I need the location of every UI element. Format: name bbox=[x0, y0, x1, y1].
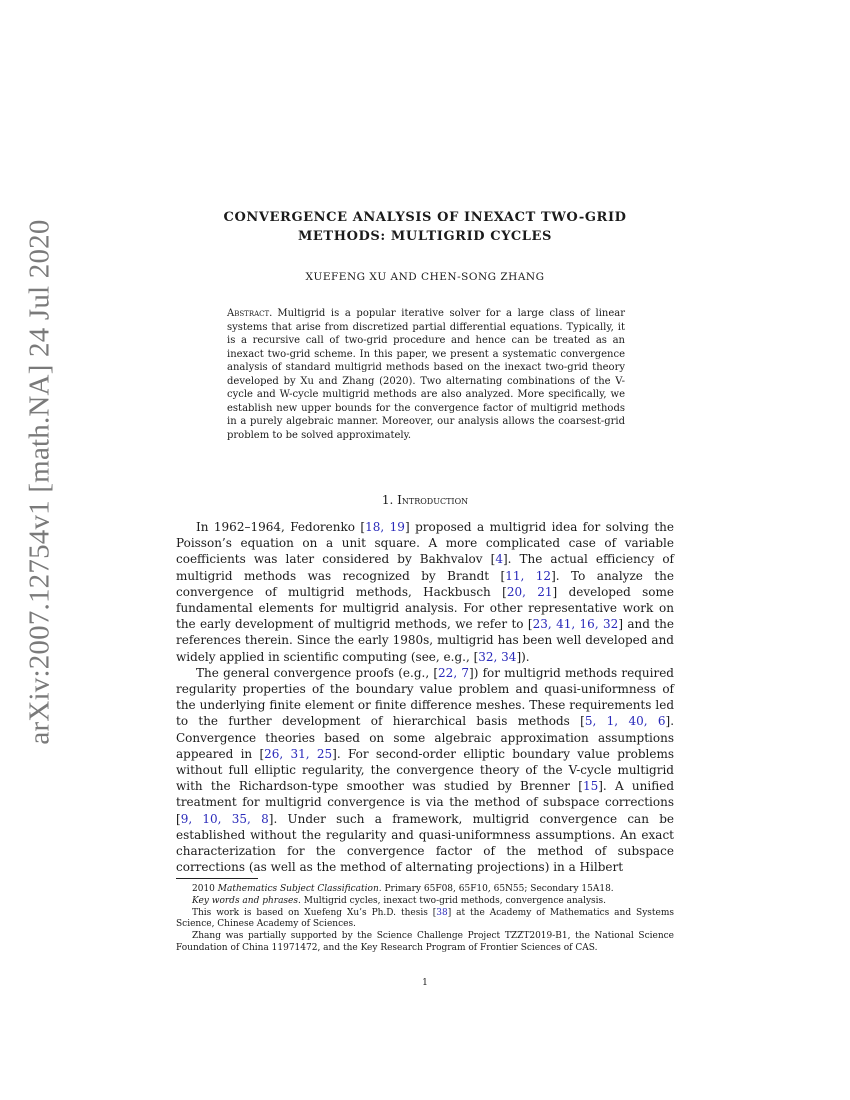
paragraph-1 bbox=[176, 519, 674, 665]
footnote-divider bbox=[176, 878, 258, 879]
section-heading bbox=[176, 493, 674, 507]
text-run: ] proposed a multigrid idea for solving the Poisson’s equation on a unit square. A more complicated case of variable coefficients was later considered by Bakhvalov [ bbox=[176, 520, 675, 567]
citation-link[interactable]: 4 bbox=[495, 552, 503, 567]
citation-link[interactable]: 26, 31, 25 bbox=[264, 746, 333, 761]
section-number: 1. bbox=[381, 493, 394, 507]
citation-link[interactable]: 23, 41, 16, 32 bbox=[532, 617, 619, 632]
footnote-msc bbox=[176, 884, 674, 896]
text-run: The general convergence proofs (e.g., [ bbox=[196, 665, 439, 680]
text-run: ]. A unified treatment for multigrid convergence is via the method of subspace corrections [ bbox=[176, 779, 675, 826]
body-text bbox=[176, 519, 674, 875]
citation-link[interactable]: 9, 10, 35, 8 bbox=[180, 811, 269, 826]
text-run: ] developed some fundamental elements for multigrid analysis. For other representative work on the early development of multigrid methods, we refer to [ bbox=[176, 584, 674, 632]
citation-link[interactable]: 38 bbox=[436, 907, 448, 918]
page-number: 1 bbox=[422, 978, 428, 988]
arxiv-identifier bbox=[22, 219, 58, 745]
citation-link[interactable]: 20, 21 bbox=[506, 584, 553, 599]
msc-text: Primary 65F08, 65F10, 65N55; Secondary 15A18. bbox=[384, 884, 614, 894]
paper-title bbox=[176, 208, 674, 246]
thesis-text: ] at the Academy of Mathematics and Systems Science, Chinese Academy of Sciences. bbox=[176, 907, 674, 930]
keywords-label: Key words and phrases. bbox=[192, 895, 301, 906]
citation-link[interactable]: 32, 34 bbox=[478, 649, 517, 664]
text-run: ]. Under such a framework, multigrid convergence can be established without the regularity and quasi-uniformness assumptions. An exact characterization for the convergence factor of the method of subspace corrections (as well as the method of alternating projections) in a Hilbert bbox=[176, 811, 674, 875]
arxiv-identifier-text: arXiv:2007.12754v1 [math.NA] 24 Jul 2020 bbox=[23, 219, 56, 745]
abstract-text: Multigrid is a popular iterative solver for a large class of linear systems that arise from discretized partial differential equations. Typically, it is a recursive call of two-grid procedure and hence can be treated as an inexact two-grid scheme. In this paper, we present a systematic convergence analysis of standard multigrid methods based on the inexact two-grid theory developed by Xu and Zhang (2020). Two alternating combinations of the V-cycle and W-cycle multigrid methods are also analyzed. More specifically, we establish new upper bounds for the convergence factor of multigrid methods in a purely algebraic manner. Moreover, our analysis allows the coarsest-grid problem to be solved approximately. bbox=[227, 308, 625, 441]
section-title: Introduction bbox=[397, 493, 469, 507]
title-line-1: CONVERGENCE ANALYSIS OF INEXACT TWO-GRID bbox=[223, 210, 627, 225]
citation-link[interactable]: 18, 19 bbox=[365, 520, 405, 534]
footnote-support: Zhang was partially supported by the Science Challenge Project TZZT2019-B1, the National Science Foundation of China 11971472, and the Key Research Program of Frontier Sciences of CAS. bbox=[176, 931, 674, 953]
text-run: ]) for multigrid methods required regularity properties of the boundary value problem and quasi-uniformness of the underlying finite element or finite difference meshes. These requirements led to the further development of hierarchical basis methods [ bbox=[176, 665, 674, 729]
thesis-text: This work is based on Xuefeng Xu’s Ph.D. thesis [ bbox=[192, 907, 437, 918]
paragraph-2 bbox=[176, 665, 674, 876]
text-run: ]. The actual efficiency of multigrid methods was recognized by Brandt [ bbox=[176, 552, 675, 583]
footnote-thesis bbox=[176, 908, 674, 932]
text-run: In 1962–1964, Fedorenko [ bbox=[196, 520, 366, 534]
footnotes bbox=[176, 884, 674, 955]
text-run: ]). bbox=[516, 649, 530, 664]
citation-link[interactable]: 15 bbox=[582, 779, 599, 794]
text-run: ] and the references therein. Since the early 1980s, multigrid has been well developed and widely applied in scientific computing (see, e.g., [ bbox=[176, 617, 675, 664]
citation-link[interactable]: 11, 12 bbox=[505, 568, 552, 583]
title-line-2: METHODS: MULTIGRID CYCLES bbox=[297, 229, 553, 244]
text-run: ]. Convergence theories based on some algebraic approximation assumptions appeared in [ bbox=[176, 714, 675, 761]
citation-link[interactable]: 5, 1, 40, 6 bbox=[584, 714, 666, 729]
authors: XUEFENG XU AND CHEN-SONG ZHANG bbox=[305, 271, 545, 283]
msc-label: Mathematics Subject Classification. bbox=[217, 884, 382, 894]
text-run: ]. For second-order elliptic boundary value problems without full elliptic regularity, the convergence theory of the V-cycle multigrid with the Richardson-type smoother was studied by Brenner [ bbox=[176, 746, 674, 794]
abstract-label: Abstract. bbox=[227, 308, 273, 319]
msc-year: 2010 bbox=[192, 884, 215, 894]
footnote-keywords bbox=[176, 896, 674, 908]
text-run: ]. To analyze the convergence of multigrid methods, Hackbusch [ bbox=[176, 568, 674, 599]
abstract bbox=[227, 307, 625, 442]
keywords-text: Multigrid cycles, inexact two-grid methods, convergence analysis. bbox=[303, 895, 607, 906]
citation-link[interactable]: 22, 7 bbox=[438, 665, 470, 680]
